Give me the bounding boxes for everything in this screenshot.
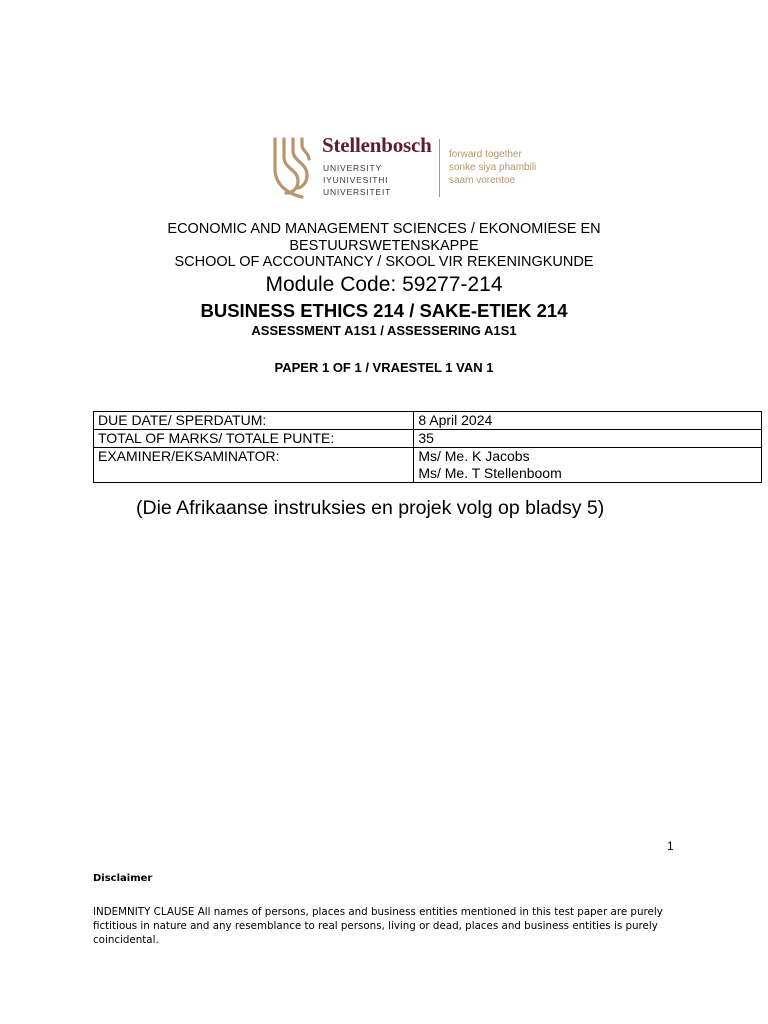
logo-sub-university: UNIVERSITY [323,163,383,173]
stellenbosch-crest-icon [272,135,312,199]
school-name: SCHOOL OF ACCOUNTANCY / SKOOL VIR REKENINGKUNDE [174,254,594,270]
paper-number: PAPER 1 OF 1 / VRAESTEL 1 VAN 1 [274,360,494,375]
disclaimer-heading: Disclaimer [93,873,153,884]
examiner-name-1: Ms/ Me. K Jacobs [418,448,530,464]
assessment-info-table [93,411,762,483]
assessment-title: ASSESSMENT A1S1 / ASSESSERING A1S1 [251,323,517,338]
examiner-values [414,448,762,483]
total-marks-label: TOTAL OF MARKS/ TOTALE PUNTE: [94,430,414,448]
table-row [94,430,762,448]
logo-sub-universiteit: UNIVERSITEIT [323,187,392,197]
course-title: BUSINESS ETHICS 214 / SAKE-ETIEK 214 [200,300,568,321]
faculty-line-2: BESTUURSWETENSKAPPE [289,238,479,254]
examiner-label: EXAMINER/EKSAMINATOR: [94,448,414,483]
afrikaans-instructions-note: (Die Afrikaanse instruksies en projek volg op bladsy 5) [136,497,605,519]
logo-tagline-xhosa: sonke siya phambili [449,162,537,173]
table-row [94,412,762,430]
logo-name: Stellenbosch [322,133,432,157]
logo-divider [439,139,440,197]
logo-sub-iyunivesithi: IYUNIVESITHI [323,175,389,185]
total-marks-value: 35 [414,430,762,448]
faculty-line-1: ECONOMIC AND MANAGEMENT SCIENCES / EKONOMIESE EN [167,221,601,237]
table-row [94,448,762,483]
page-number: 1 [667,839,674,853]
disclaimer-body: INDEMNITY CLAUSE All names of persons, places and business entities mentioned in this test paper are purely fictitious in nature and any resemblance to real persons, living or dead, places and business entities is purely coincidental. [93,906,663,946]
university-logo [272,133,542,201]
examiner-name-2: Ms/ Me. T Stellenboom [418,465,562,481]
due-date-value: 8 April 2024 [414,412,762,430]
logo-tagline-afrikaans: saam vorentoe [449,175,516,186]
due-date-label: DUE DATE/ SPERDATUM: [94,412,414,430]
module-code: Module Code: 59277-214 [265,273,503,296]
logo-tagline-english: forward together [449,149,522,160]
